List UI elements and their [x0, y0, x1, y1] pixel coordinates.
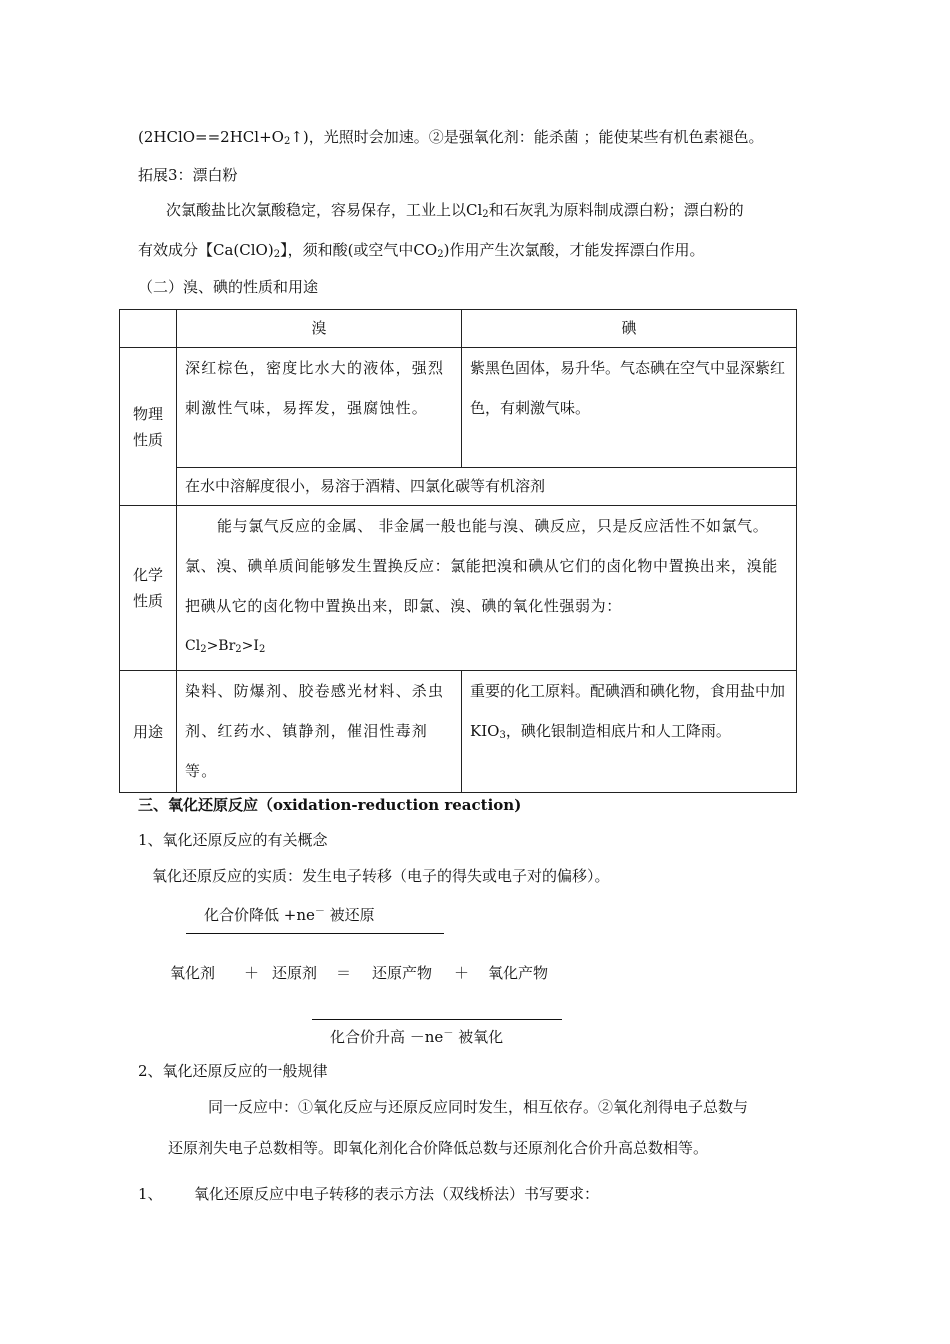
table-row-physical — [120, 348, 797, 468]
section-title-bromine-iodine: （二）溴、碘的性质和用途 — [138, 278, 319, 296]
plus-sign-2: ＋ — [454, 964, 470, 982]
paragraph-text: 和石灰乳为原料制成漂白粉；漂白粉的 — [488, 201, 744, 219]
item-number: 1、 — [138, 1185, 163, 1203]
cell-text: 紫黑色固体，易升华。气态碘在空气中显深紫红色，有刺激气味。 — [470, 359, 786, 417]
reduction-bridge-line — [186, 933, 444, 934]
subscript: 2 — [437, 249, 444, 260]
formula-text: >I — [241, 638, 259, 654]
table-row-solubility — [120, 468, 797, 506]
label-text: 被还原 — [324, 906, 375, 924]
row-header-text: 物理性质 — [132, 404, 163, 449]
item-text: 氧化还原反应中电子转移的表示方法（双线桥法）书写要求： — [194, 1185, 600, 1203]
oxidized-product-label: 氧化产物 — [488, 964, 549, 982]
subscript: 2 — [482, 209, 489, 220]
cell-text-part: 重要的化工原料。配碘酒和碘化物，食用盐中加KIO — [470, 682, 786, 740]
rule-line-1: 同一反应中：①氧化反应与还原反应同时发生，相互依存。②氧化剂得电子总数与 — [208, 1098, 749, 1116]
subscript: 2 — [235, 644, 242, 655]
oxidant-label: 氧化剂 — [170, 964, 216, 982]
formula-text: (2HClO==2HCl+O — [138, 128, 284, 146]
label-text: 化合价降低 +ne — [204, 906, 315, 924]
cell-use-iodine — [462, 671, 797, 793]
subscript: 2 — [273, 249, 281, 260]
cell-chemical — [177, 506, 797, 671]
diagram-top-label — [204, 902, 375, 925]
row-header-chemical — [120, 506, 177, 671]
row-header-text: 化学性质 — [132, 566, 163, 610]
paragraph-text: 有效成分【Ca(ClO) — [138, 241, 274, 259]
redox-essence: 氧化还原反应的实质：发生电子转移（电子的得失或电子对的偏移）。 — [152, 867, 610, 885]
cell-text-part: ，碘化银制造相底片和人工降雨。 — [505, 722, 731, 740]
paragraph-text: )作用产生次氯酸，才能发挥漂白作用。 — [443, 241, 705, 259]
superscript: － — [314, 906, 325, 917]
diagram-bottom-label — [330, 1024, 503, 1047]
table-corner-cell — [120, 310, 177, 348]
label-text: 化合价升高 －ne — [330, 1028, 444, 1046]
table-header-row — [120, 310, 797, 348]
bromine-iodine-table — [119, 309, 797, 793]
cell-use-bromine — [177, 671, 462, 793]
cell-text: 深红棕色，密度比水大的液体，强烈刺激性气味，易挥发，强腐蚀性。 — [185, 359, 445, 417]
row-header-physical — [120, 348, 177, 506]
column-header-iodine: 碘 — [462, 310, 797, 348]
cell-text: 能与氯气反应的金属、 非金属一般也能与溴、碘反应，只是反应活性不如氯气。氯、溴、碘单质间能够发生置换反应：氯能把溴和碘从它们的卤化物中置换出来，溴能把碘从它的卤化物中置换出来，即氯、溴、碘的氧化性强弱为： — [185, 517, 778, 615]
subscript: 2 — [258, 644, 266, 655]
label-text: 被氧化 — [453, 1028, 504, 1046]
paragraph-text: 次氯酸盐比次氯酸稳定，容易保存，工业上以Cl — [166, 201, 483, 219]
superscript: － — [443, 1028, 454, 1039]
oxidizing-order — [185, 626, 788, 670]
subsection-rules: 2、氧化还原反应的一般规律 — [138, 1062, 328, 1080]
section-title-redox: 三、氧化还原反应（oxidation-reduction reaction) — [138, 796, 522, 814]
subsection-concepts: 1、氧化还原反应的有关概念 — [138, 831, 328, 849]
subscript: 3 — [499, 730, 506, 741]
formula-text: Cl — [185, 638, 201, 654]
equals-sign: ＝ — [336, 964, 352, 982]
bleach-paragraph-line-1 — [166, 199, 744, 220]
reduced-product-label: 还原产物 — [372, 964, 433, 982]
cell-text: 染料、防爆剂、胶卷感光材料、杀虫剂、红药水、镇静剂，催泪性毒剂等。 — [185, 682, 445, 780]
formula-text: >Br — [206, 638, 236, 654]
row-header-use: 用途 — [120, 671, 177, 793]
plus-sign-1: ＋ — [244, 964, 260, 982]
rule-line-2: 还原剂失电子总数相等。即氧化剂化合价降低总数与还原剂化合价升高总数相等。 — [168, 1139, 709, 1157]
intro-text: ↑)，光照时会加速。②是强氧化剂：能杀菌 ；能使某些有机色素褪色。 — [290, 128, 764, 146]
cell-physical-bromine — [177, 348, 462, 468]
table-row-use — [120, 671, 797, 793]
table-row-chemical — [120, 506, 797, 671]
subscript: 2 — [283, 136, 291, 147]
cell-physical-common: 在水中溶解度很小，易溶于酒精、四氯化碳等有机溶剂 — [177, 468, 797, 506]
cell-text — [470, 671, 788, 756]
subscript: 2 — [200, 644, 207, 655]
extension-3-title: 拓展3：漂白粉 — [138, 166, 238, 184]
reductant-label: 还原剂 — [272, 964, 318, 982]
intro-line-1 — [138, 126, 764, 147]
paragraph-text: 】，须和酸(或空气中CO — [280, 241, 438, 259]
oxidation-bridge-line — [312, 1019, 562, 1020]
bleach-paragraph-line-2 — [138, 239, 704, 260]
column-header-bromine: 溴 — [177, 310, 462, 348]
cell-physical-iodine — [462, 348, 797, 468]
